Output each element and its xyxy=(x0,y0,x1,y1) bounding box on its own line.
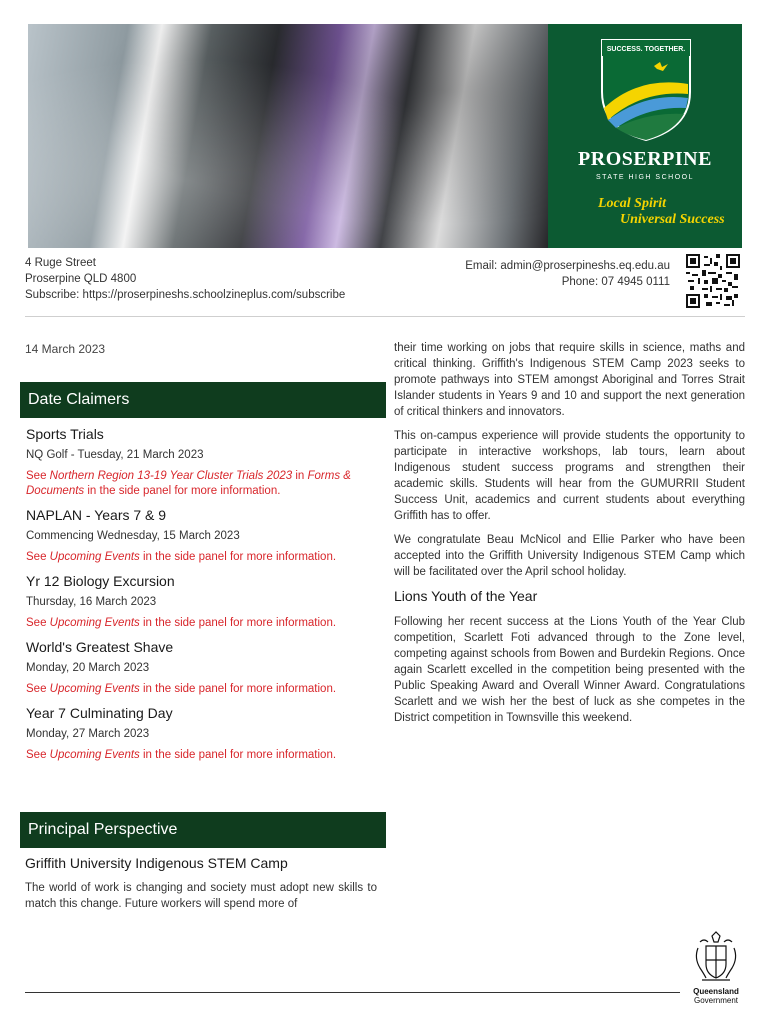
link-cluster-trials[interactable]: Northern Region 13-19 Year Cluster Trials 2023 xyxy=(49,470,293,482)
footer-divider xyxy=(25,992,680,993)
tail-text: in the side panel for more information. xyxy=(143,617,337,629)
claimer-title-greatest-shave: World's Greatest Shave xyxy=(26,639,174,655)
stem-camp-intro: The world of work is changing and society must adopt new skills to match this change. Future workers will spend more of xyxy=(25,882,377,910)
claimer-date-greatest-shave: Monday, 20 March 2023 xyxy=(26,662,150,674)
school-address xyxy=(25,255,345,303)
see-text: See xyxy=(26,470,47,482)
email-line xyxy=(465,258,670,274)
claimer-title-year7: Year 7 Culminating Day xyxy=(26,705,173,721)
queensland-government-logo xyxy=(690,930,742,1010)
svg-text:SUCCESS. TOGETHER.: SUCCESS. TOGETHER. xyxy=(606,46,686,53)
phone-number: 07 4945 0111 xyxy=(601,276,670,288)
article-continued xyxy=(394,340,745,734)
stem-camp-title: Griffith University Indigenous STEM Camp xyxy=(25,855,288,871)
gov-line-1: Queensland xyxy=(693,987,739,996)
school-subname: STATE HIGH SCHOOL xyxy=(596,174,694,181)
header-divider xyxy=(25,316,745,317)
school-slogan xyxy=(598,196,725,228)
link-upcoming-events[interactable]: Upcoming Events xyxy=(49,749,140,761)
tail-text: in the side panel for more information. xyxy=(143,551,337,563)
date-claimers-heading: Date Claimers xyxy=(20,382,386,418)
lions-youth-heading: Lions Youth of the Year xyxy=(394,588,538,604)
slogan-line-1: Local Spirit xyxy=(598,196,667,211)
article-paragraph-2: This on-campus experience will provide students the opportunity to participate in interactive workshops, lab tours, learn about Indigenous student success programs and strengthen their academic skills. Students will hear from the GUMURRII Student Success Unit, academics and current students about everything Griffith has to offer. xyxy=(394,430,745,522)
article-paragraph-3: We congratulate Beau McNicol and Ellie Parker who have been accepted into the Griffith University Indigenous STEM Camp which will be facilitated over the April school holiday. xyxy=(394,534,745,578)
link-forms-documents[interactable]: Forms & Documents xyxy=(26,470,351,497)
claimer-note-biology xyxy=(26,616,386,631)
commencing-text: Commencing xyxy=(26,530,94,542)
students-photo xyxy=(28,24,548,248)
subscribe-label: Subscribe: xyxy=(25,289,80,301)
in-text: in xyxy=(295,470,305,482)
claimer-note-naplan xyxy=(26,550,386,565)
claimer-note-year7 xyxy=(26,748,386,763)
claimer-note-sports-trials xyxy=(26,469,386,499)
claimer-date-naplan xyxy=(26,529,386,544)
principal-perspective-section xyxy=(20,812,386,848)
tail-text: in the side panel for more information. xyxy=(87,485,281,497)
tail-text: in the side panel for more information. xyxy=(143,749,337,761)
see-text: See xyxy=(26,617,47,629)
claimer-title-biology: Yr 12 Biology Excursion xyxy=(26,573,175,589)
phone-line xyxy=(465,274,670,290)
subscribe-line xyxy=(25,287,345,303)
tail-text: in the side panel for more information. xyxy=(143,683,337,695)
link-upcoming-events[interactable]: Upcoming Events xyxy=(49,617,140,629)
see-text: See xyxy=(26,749,47,761)
see-text: See xyxy=(26,551,47,563)
principal-perspective-heading: Principal Perspective xyxy=(20,812,386,848)
school-brand-panel xyxy=(548,24,742,248)
claimer-note-greatest-shave xyxy=(26,682,386,697)
link-upcoming-events[interactable]: Upcoming Events xyxy=(49,683,140,695)
slogan-line-2: Universal Success xyxy=(620,212,725,227)
claimer-title-sports-trials: Sports Trials xyxy=(26,426,104,442)
issue-date: 14 March 2023 xyxy=(25,342,106,356)
queensland-crest-icon xyxy=(692,930,740,982)
article-paragraph-1: their time working on jobs that require skills in science, maths and critical thinking. Griffith's Indigenous STEM Camp 2023 seeks to promote pathways into STEM amongst Aboriginal and Torres Strait Islander students in Years 9 and 10 and support the next generation of critical thinkers and innovators. xyxy=(394,342,745,418)
claimer-title-naplan: NAPLAN - Years 7 & 9 xyxy=(26,507,167,523)
claimer-date-biology: Thursday, 16 March 2023 xyxy=(26,596,157,608)
link-upcoming-events[interactable]: Upcoming Events xyxy=(49,551,140,563)
article-paragraph-4: Following her recent success at the Lions Youth of the Year Club competition, Scarlett Foti advanced through to the Zone level, competing against schools from Bowen and Burdekin Regions. Once again Scarlett excelled in the competition being presented with the Public Speaking Award and Overall Winner Award. Congratulations Scarlett and we wish her the best of luck as she competes in the District competition in Townsville this weekend. xyxy=(394,616,745,724)
claimer-date-sports-trials: NQ Golf - Tuesday, 21 March 2023 xyxy=(26,449,204,461)
date-claimers-section xyxy=(20,382,386,763)
subscribe-link[interactable]: https://proserpineshs.schoolzineplus.com/subscribe xyxy=(82,289,346,301)
phone-label: Phone: xyxy=(561,276,599,288)
see-text: See xyxy=(26,683,47,695)
email-link[interactable]: admin@proserpineshs.eq.edu.au xyxy=(500,260,670,272)
gov-line-2: Government xyxy=(693,996,739,1005)
address-line-1: 4 Ruge Street xyxy=(25,257,96,269)
header-banner xyxy=(28,24,742,248)
naplan-date: Wednesday, 15 March 2023 xyxy=(96,530,240,542)
email-label: Email: xyxy=(465,260,498,272)
school-contact xyxy=(465,258,670,290)
school-crest-logo xyxy=(598,36,694,144)
claimer-date-year7: Monday, 27 March 2023 xyxy=(26,728,150,740)
qr-code-icon[interactable] xyxy=(686,254,740,308)
school-name: PROSERPINE xyxy=(578,148,712,170)
address-line-2: Proserpine QLD 4800 xyxy=(25,273,137,285)
